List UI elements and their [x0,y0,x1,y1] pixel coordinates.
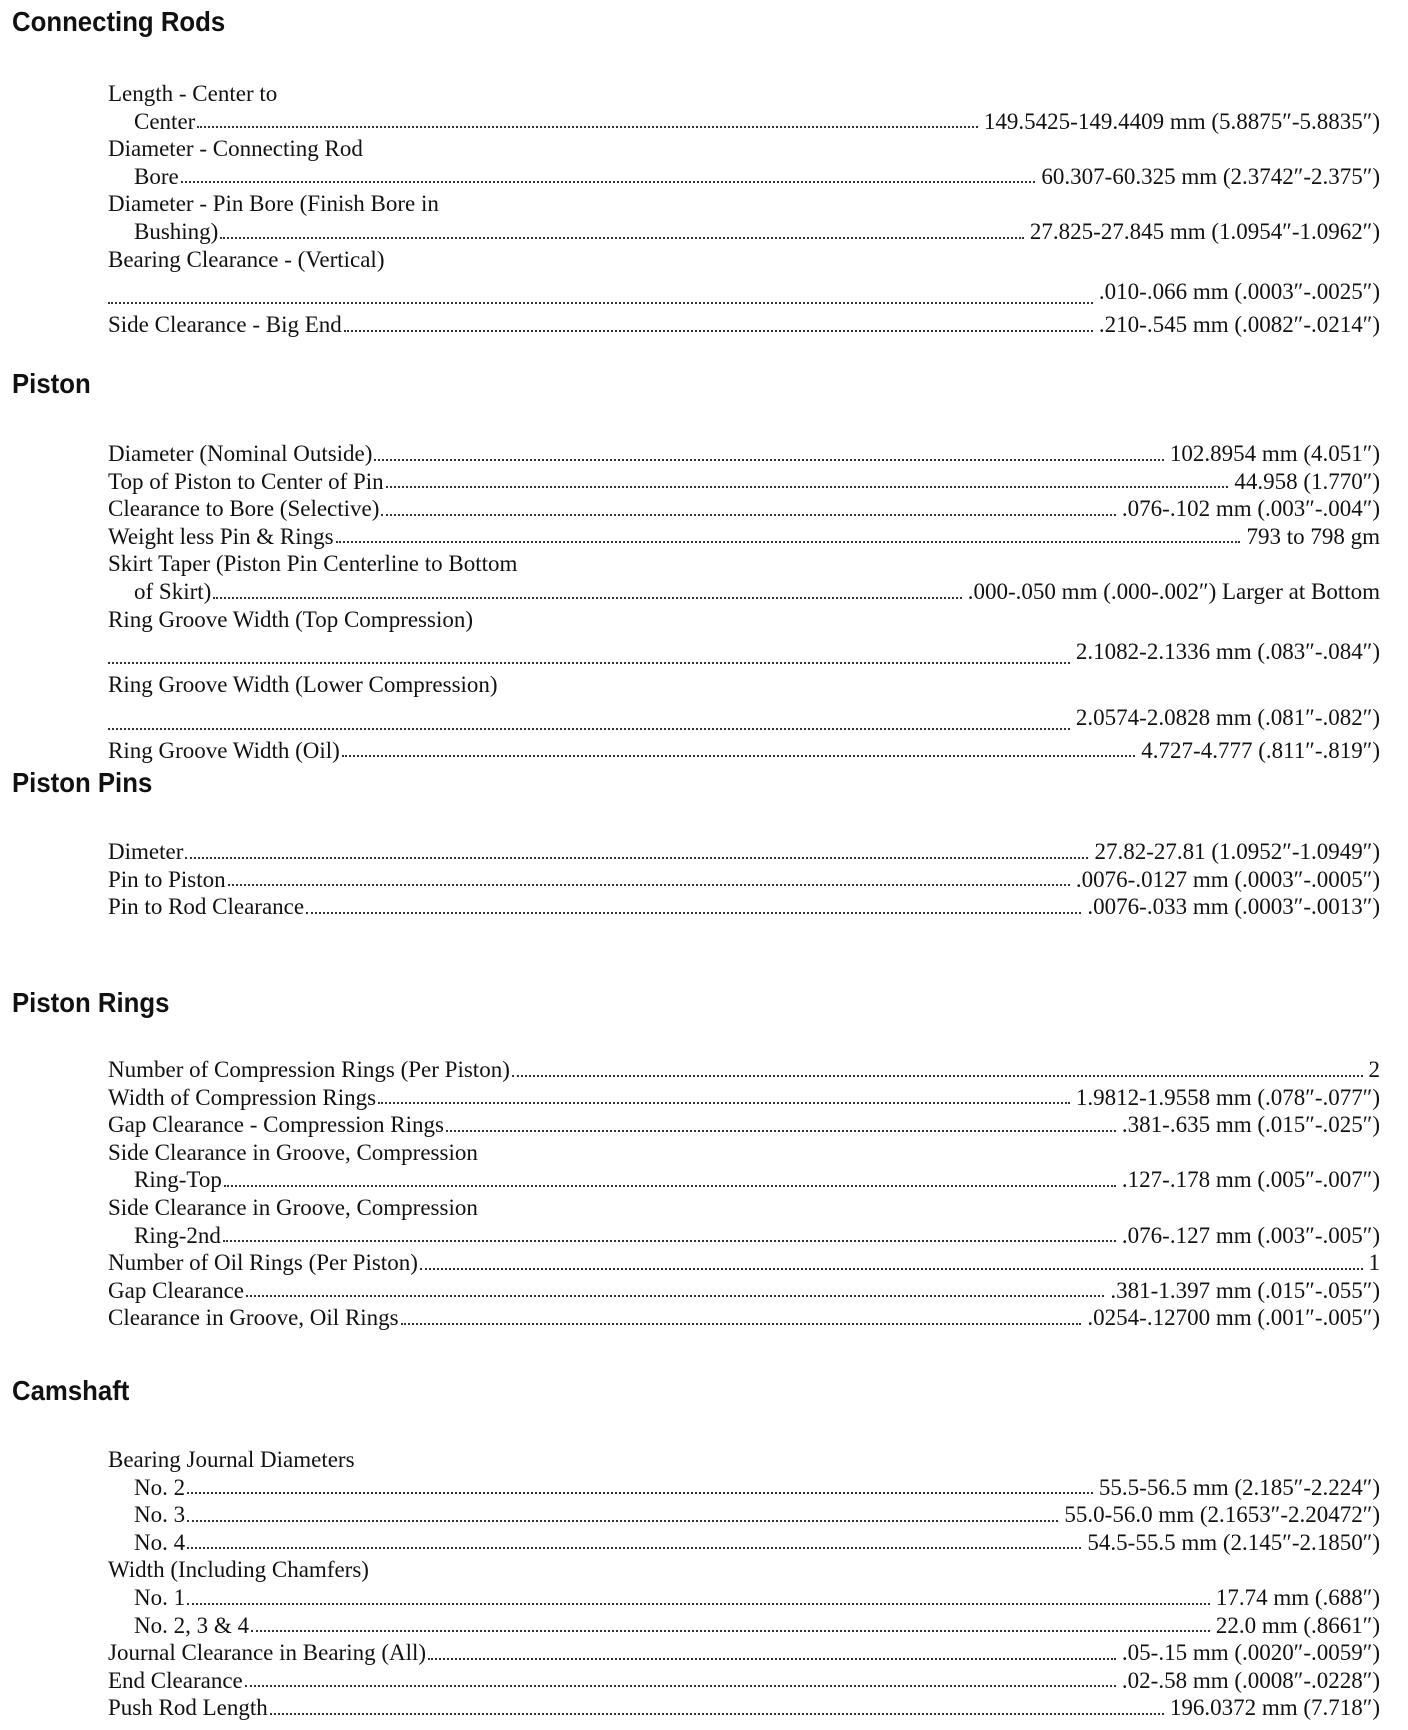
spec-label: Width of Compression Rings [108,1084,377,1110]
spec-row [108,523,1380,551]
spec-row [108,699,1380,737]
spec-row [108,1694,1380,1722]
dot-leader [108,300,1093,304]
spec-list-piston-rings [108,1056,1380,1332]
spec-row [108,1249,1380,1277]
spec-value: 54.5-55.5 mm (2.145″-2.1850″) [1087,1529,1380,1555]
spec-value: .076-.127 mm (.003″-.005″) [1121,1222,1380,1248]
spec-value: .381-.635 mm (.015″-.025″) [1121,1112,1380,1138]
spec-label: Side Clearance in Groove, Compression [108,1139,478,1165]
spec-value: 102.8954 mm (4.051″) [1169,441,1380,466]
spec-row [108,838,1380,866]
spec-row [108,1529,1380,1557]
spec-label: No. 2 [134,1474,186,1500]
spec-label: No. 2, 3 & 4 [134,1612,249,1638]
spec-value: 22.0 mm (.8661″) [1215,1612,1380,1638]
spec-label: Pin to Rod Clearance [108,894,305,920]
dot-leader [223,1238,1116,1242]
spec-row [108,1446,1380,1474]
spec-value: 60.307-60.325 mm (2.3742″-2.375″) [1041,163,1380,189]
spec-row [108,80,1380,108]
dot-leader [197,124,978,128]
dot-leader [512,1073,1363,1077]
spec-row [108,190,1380,218]
dot-leader [381,512,1116,516]
spec-label: of Skirt) [134,578,212,604]
spec-row [108,163,1380,191]
spec-row [108,578,1380,606]
spec-value: 55.0-56.0 mm (2.1653″-2.20472″) [1064,1502,1380,1528]
spec-list-connecting-rods [108,80,1380,339]
spec-value: 2.1082-2.1336 mm (.083″-.084″) [1075,639,1380,665]
spec-row [108,218,1380,246]
spec-row [108,1474,1380,1502]
spec-label: Gap Clearance [108,1277,245,1303]
spec-list-piston-pins [108,838,1380,921]
spec-label: Gap Clearance - Compression Rings [108,1112,444,1138]
spec-row [108,671,1380,699]
dot-leader [428,1656,1116,1660]
spec-row [108,737,1380,765]
dot-leader [245,1683,1116,1687]
spec-row [108,440,1380,468]
spec-row [108,550,1380,578]
spec-row [108,273,1380,311]
dot-leader [306,910,1081,914]
dot-leader [187,1545,1081,1549]
spec-value: .381-1.397 mm (.015″-.055″) [1110,1277,1380,1303]
dot-leader [342,753,1135,757]
spec-value: 196.0372 mm (7.718″) [1169,1695,1380,1721]
spec-row [108,108,1380,136]
spec-label: No. 3 [134,1502,186,1528]
spec-value: 27.82-27.81 (1.0952″-1.0949″) [1094,839,1380,864]
spec-label: Ring Groove Width (Oil) [108,737,340,763]
spec-value: .0254-.12700 mm (.001″-.005″) [1087,1305,1380,1331]
spec-row [108,311,1380,339]
section-heading-connecting-rods: Connecting Rods [12,6,226,37]
spec-value: .000-.050 mm (.000-.002″) Larger at Bottom [967,578,1380,604]
spec-row [108,1584,1380,1612]
section-heading-piston-pins: Piston Pins [12,767,153,798]
dot-leader [344,328,1093,332]
dot-leader [108,660,1070,664]
spec-value: .0076-.0127 mm (.0003″-.0005″) [1075,866,1380,892]
spec-label: Diameter - Pin Bore (Finish Bore in [108,191,439,217]
spec-label: Pin to Piston [108,866,226,892]
dot-leader [224,1183,1116,1187]
spec-row [108,135,1380,163]
spec-value: 1 [1368,1250,1380,1276]
dot-leader [228,882,1070,886]
spec-value: .210-.545 mm (.0082″-.0214″) [1098,312,1380,338]
spec-value: .02-.58 mm (.0008″-.0228″) [1121,1667,1380,1693]
spec-label: Clearance to Bore (Selective) [108,496,380,522]
spec-row [108,495,1380,523]
spec-label: Weight less Pin & Rings [108,523,334,549]
section-heading-camshaft: Camshaft [12,1375,130,1406]
spec-value: .05-.15 mm (.0020″-.0059″) [1121,1640,1380,1666]
spec-value: 149.5425-149.4409 mm (5.8875″-5.8835″) [983,108,1380,134]
spec-row [108,1277,1380,1305]
spec-list-piston [108,440,1380,764]
spec-row [108,1084,1380,1112]
spec-row [108,1222,1380,1250]
spec-label: Bearing Journal Diameters [108,1447,355,1472]
spec-label: Bearing Clearance - (Vertical) [108,246,385,272]
spec-label: Side Clearance in Groove, Compression [108,1194,478,1220]
section-heading-piston: Piston [12,368,91,399]
spec-row [108,1556,1380,1584]
spec-label: Number of Compression Rings (Per Piston) [108,1057,510,1082]
spec-value: .127-.178 mm (.005″-.007″) [1121,1167,1380,1193]
spec-value: 2.0574-2.0828 mm (.081″-.082″) [1075,704,1380,730]
dot-leader [420,1266,1363,1270]
dot-leader [251,1628,1210,1632]
dot-leader [401,1321,1082,1325]
dot-leader [213,595,961,599]
spec-value: .076-.102 mm (.003″-.004″) [1121,496,1380,522]
spec-label: Skirt Taper (Piston Pin Centerline to Bottom [108,551,518,577]
spec-value: 1.9812-1.9558 mm (.078″-.077″) [1075,1084,1380,1110]
spec-row [108,1139,1380,1167]
spec-row [108,1056,1380,1084]
spec-row [108,893,1380,921]
spec-value: .010-.066 mm (.0003″-.0025″) [1098,279,1380,305]
dot-leader [446,1128,1116,1132]
spec-row [108,866,1380,894]
spec-row [108,606,1380,634]
spec-value: 55.5-56.5 mm (2.185″-2.224″) [1098,1474,1380,1500]
spec-label: Center [134,108,196,134]
spec-label: Ring Groove Width (Top Compression) [108,606,474,632]
spec-label: No. 1 [134,1584,186,1610]
spec-row [108,1166,1380,1194]
spec-row [108,633,1380,671]
spec-label: Length - Center to [108,81,278,106]
spec-label: Bushing) [134,218,219,244]
spec-label: Side Clearance - Big End [108,312,342,338]
spec-row [108,1639,1380,1667]
spec-label: Clearance in Groove, Oil Rings [108,1305,399,1331]
dot-leader [336,539,1241,543]
dot-leader [108,726,1070,730]
spec-value: .0076-.033 mm (.0003″-.0013″) [1087,894,1380,920]
spec-label: No. 4 [134,1529,186,1555]
spec-value: 2 [1368,1057,1380,1082]
dot-leader [386,484,1229,488]
dot-leader [181,179,1036,183]
spec-value: 4.727-4.777 (.811″-.819″) [1141,737,1380,763]
spec-value: 793 to 798 gm [1246,523,1380,549]
spec-label: Number of Oil Rings (Per Piston) [108,1250,418,1276]
spec-label: Ring-2nd [134,1222,221,1248]
dot-leader [246,1293,1104,1297]
spec-row [108,1501,1380,1529]
dot-leader [187,1490,1093,1494]
spec-label: Bore [134,163,179,189]
spec-label: Top of Piston to Center of Pin [108,468,384,494]
dot-leader [220,235,1024,239]
spec-row [108,246,1380,274]
spec-row [108,1612,1380,1640]
dot-leader [185,855,1088,859]
spec-value: 17.74 mm (.688″) [1215,1584,1380,1610]
dot-leader [187,1518,1058,1522]
spec-value: 44.958 (1.770″) [1234,468,1380,494]
spec-label: Journal Clearance in Bearing (All) [108,1640,427,1666]
dot-leader [378,1100,1070,1104]
dot-leader [374,457,1163,461]
spec-label: End Clearance [108,1667,243,1693]
spec-label: Ring-Top [134,1167,222,1193]
spec-list-camshaft [108,1446,1380,1722]
spec-label: Ring Groove Width (Lower Compression) [108,672,498,698]
spec-label: Push Rod Length [108,1695,268,1721]
spec-row [108,1667,1380,1695]
dot-leader [187,1601,1210,1605]
spec-row [108,468,1380,496]
dot-leader [270,1711,1164,1715]
spec-label: Width (Including Chamfers) [108,1557,369,1583]
spec-row [108,1194,1380,1222]
spec-row [108,1304,1380,1332]
spec-value: 27.825-27.845 mm (1.0954″-1.0962″) [1029,218,1380,244]
spec-label: Dimeter [108,839,184,864]
section-heading-piston-rings: Piston Rings [12,987,170,1018]
spec-row [108,1111,1380,1139]
spec-label: Diameter - Connecting Rod [108,136,363,162]
spec-label: Diameter (Nominal Outside) [108,441,373,466]
